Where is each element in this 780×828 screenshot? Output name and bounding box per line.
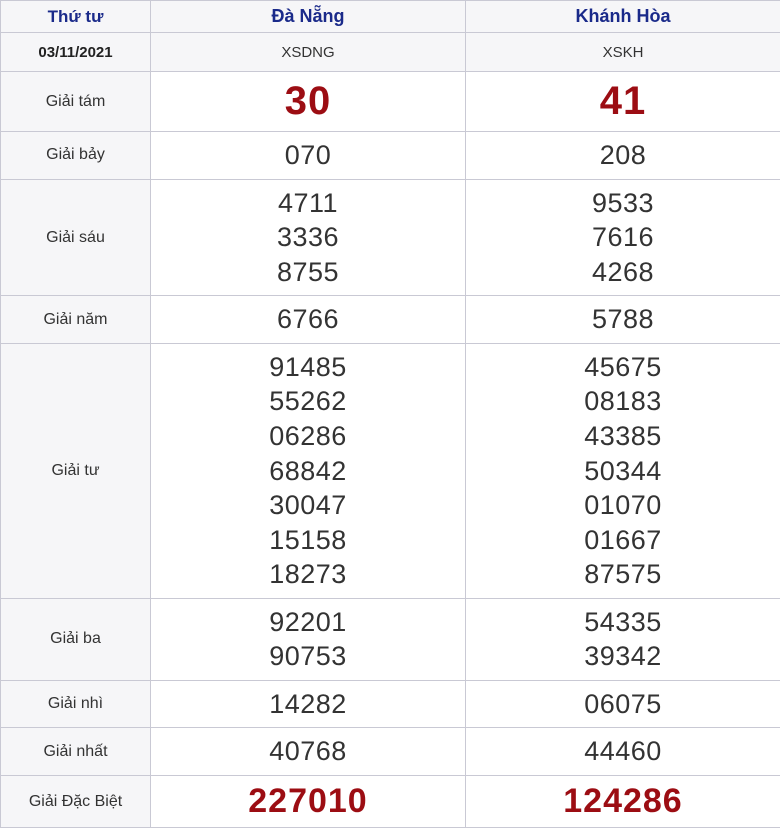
prize-number: 50344 [466,454,780,489]
prize-numbers [151,775,466,828]
prize-numbers [466,132,780,180]
prize-label: Giải nhì [1,680,151,728]
prize-numbers [151,680,466,728]
prize-number: 92201 [151,605,465,640]
prize-number: 124286 [466,780,780,824]
prize-number: 08183 [466,384,780,419]
prize-numbers [151,728,466,776]
prize-number: 227010 [151,780,465,824]
prize-numbers [151,296,466,344]
prize-label: Giải tư [1,343,151,598]
prize-numbers [466,775,780,828]
lottery-table-body [1,1,780,828]
table-header-row [1,1,780,33]
prize-numbers [466,72,780,132]
prize-label: Giải nhất [1,728,151,776]
province-code-0: XSDNG [151,33,466,72]
prize-number: 070 [151,138,465,173]
prize-numbers [151,179,466,296]
table-meta-row [1,33,780,72]
prize-label: Giải ba [1,598,151,680]
weekday-label: Thứ tư [1,1,151,33]
prize-number: 54335 [466,605,780,640]
prize-number: 30047 [151,488,465,523]
prize-number: 01070 [466,488,780,523]
prize-number: 208 [466,138,780,173]
prize-number: 41 [466,76,780,127]
prize-number: 45675 [466,350,780,385]
prize-row [1,775,780,828]
province-header-1: Khánh Hòa [466,1,780,33]
prize-number: 90753 [151,639,465,674]
draw-date: 03/11/2021 [1,33,151,72]
prize-row [1,132,780,180]
prize-number: 15158 [151,523,465,558]
prize-label: Giải tám [1,72,151,132]
prize-number: 06075 [466,687,780,722]
prize-number: 87575 [466,557,780,592]
prize-number: 5788 [466,302,780,337]
prize-numbers [466,680,780,728]
prize-row [1,72,780,132]
prize-number: 68842 [151,454,465,489]
prize-number: 9533 [466,186,780,221]
prize-numbers [466,296,780,344]
prize-numbers [466,179,780,296]
prize-number: 14282 [151,687,465,722]
province-header-0: Đà Nẵng [151,1,466,33]
prize-label: Giải Đặc Biệt [1,775,151,828]
prize-numbers [466,598,780,680]
prize-numbers [466,728,780,776]
prize-number: 18273 [151,557,465,592]
prize-number: 55262 [151,384,465,419]
prize-label: Giải bảy [1,132,151,180]
prize-row [1,680,780,728]
prize-number: 4711 [151,186,465,221]
prize-number: 4268 [466,255,780,290]
prize-number: 3336 [151,220,465,255]
prize-numbers [151,72,466,132]
prize-number: 44460 [466,734,780,769]
prize-number: 30 [151,76,465,127]
prize-number: 39342 [466,639,780,674]
prize-label: Giải sáu [1,179,151,296]
prize-numbers [151,343,466,598]
prize-row [1,296,780,344]
prize-number: 40768 [151,734,465,769]
prize-number: 91485 [151,350,465,385]
prize-row [1,179,780,296]
province-code-1: XSKH [466,33,780,72]
prize-number: 01667 [466,523,780,558]
prize-label: Giải năm [1,296,151,344]
prize-number: 7616 [466,220,780,255]
prize-row [1,598,780,680]
prize-number: 6766 [151,302,465,337]
prize-row [1,728,780,776]
prize-numbers [151,598,466,680]
prize-number: 06286 [151,419,465,454]
prize-row [1,343,780,598]
prize-number: 43385 [466,419,780,454]
prize-numbers [466,343,780,598]
prize-number: 8755 [151,255,465,290]
prize-numbers [151,132,466,180]
